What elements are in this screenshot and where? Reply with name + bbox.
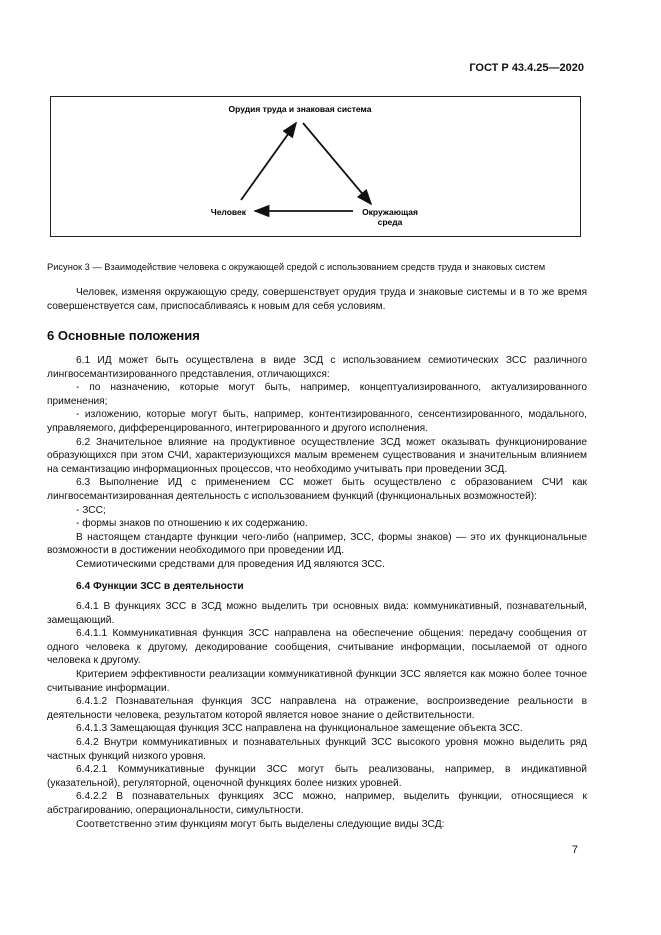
paragraph: 6.1 ИД может быть осуществлена в виде ЗСД с использованием семиотических ЗСС различного лингвосемантизированного представления, отличающихся: [47,355,587,380]
page-number: 7 [571,844,578,856]
subsection-title: 6.4 Функции ЗСС в деятельности [76,580,244,592]
paragraph: Семиотическими средствами для проведения ИД являются ЗСС. [76,558,385,570]
paragraph: - изложению, которые могут быть, например, контентизированного, сенсентизированного, модального, управляемого, дифференцированного, интегрированного и другого исполнения. [47,409,587,434]
arrow-tools-to-environment [303,123,371,204]
paragraph: - ЗСС; [76,504,106,516]
figure-caption: Рисунок 3 — Взаимодействие человека с окружающей средой с использованием средств труда и знаковых систем [47,262,546,272]
intro-block [47,286,587,313]
paragraph: 6.4.1.2 Познавательная функция ЗСС направлена на отражение, воспроизведение реальности в деятельности человека, результатом которой является новое знание о действительности. [47,696,587,721]
human-label: Человек [210,207,246,217]
paragraph: 6.4.1.3 Замещающая функция ЗСС направлена на функциональное замещение объекта ЗСС. [76,723,523,735]
interaction-triangle [51,97,582,238]
paragraph: 6.4.1 В функциях ЗСС в ЗСД можно выделить три основных вида: коммуникативный, познавательный, замещающий. [47,601,587,626]
paragraph: В настоящем стандарте функции чего-либо (например, ЗСС, формы знаков) — это их функциональные возможности в достижении необходимого при проведении ИД. [47,531,587,557]
environment-label-line2: среда [377,217,403,227]
paragraph: 6.4.1.1 Коммуникативная функция ЗСС направлена на обеспечение общения: передачу сообщения от одного человека к другому, декодирование сообщения, считывание информации, посылаемой от одного человека к другому. [47,628,587,667]
paragraph: - по назначению, которые могут быть, например, концептуализированного, актуализированного применения; [47,382,587,407]
paragraph: 6.2 Значительное влияние на продуктивное осуществление ЗСД может оказывать функционирование образующихся при этом СЧИ, характеризующихся малым временем существования и значительным влиянием на семантизацию информационных процессов, что необходимо учитывать при проведении ЗСД. [47,436,587,475]
paragraph: 6.4.2.2 В познавательных функциях ЗСС можно, например, выделить функции, относящиеся к абстрагированию, операциональности, симультности. [47,791,587,816]
paragraph: - формы знаков по отношению к их содержанию. [76,518,308,530]
figure-3-diagram [50,96,581,237]
section-title: 6 Основные положения [47,328,200,343]
standard-header: ГОСТ Р 43.4.25—2020 [469,62,584,74]
main-text [47,354,587,831]
arrow-human-to-tools [241,123,296,200]
paragraph: 6.4.2.1 Коммуникативные функции ЗСС могут быть реализованы, например, в индикативной (указательной), регуляторной, оценочной функциях более низких уровней. [47,764,587,789]
paragraph: 6.3 Выполнение ИД с применением СС может быть осуществлено с образованием СЧИ как лингвосемантизированная деятельность с использованием функций (функциональных возможностей): [47,477,587,502]
paragraph: 6.4.2 Внутри коммуникативных и познавательных функций ЗСС высокого уровня можно выделить ряд частных функций низкого уровня. [47,737,587,762]
intro-paragraph: Человек, изменяя окружающую среду, совершенствует орудия труда и знаковые системы и в то же время совершенствуется сам, приспосабливаясь к новым для себя условиям. [47,287,587,312]
paragraph: Критерием эффективности реализации коммуникативной функции ЗСС является как можно более точное считывание информации. [47,669,587,694]
paragraph: Соответственно этим функциям могут быть выделены следующие виды ЗСД: [76,818,445,830]
tools-label: Орудия труда и знаковая система [228,104,372,114]
environment-label-line1: Окружающая [362,207,418,217]
